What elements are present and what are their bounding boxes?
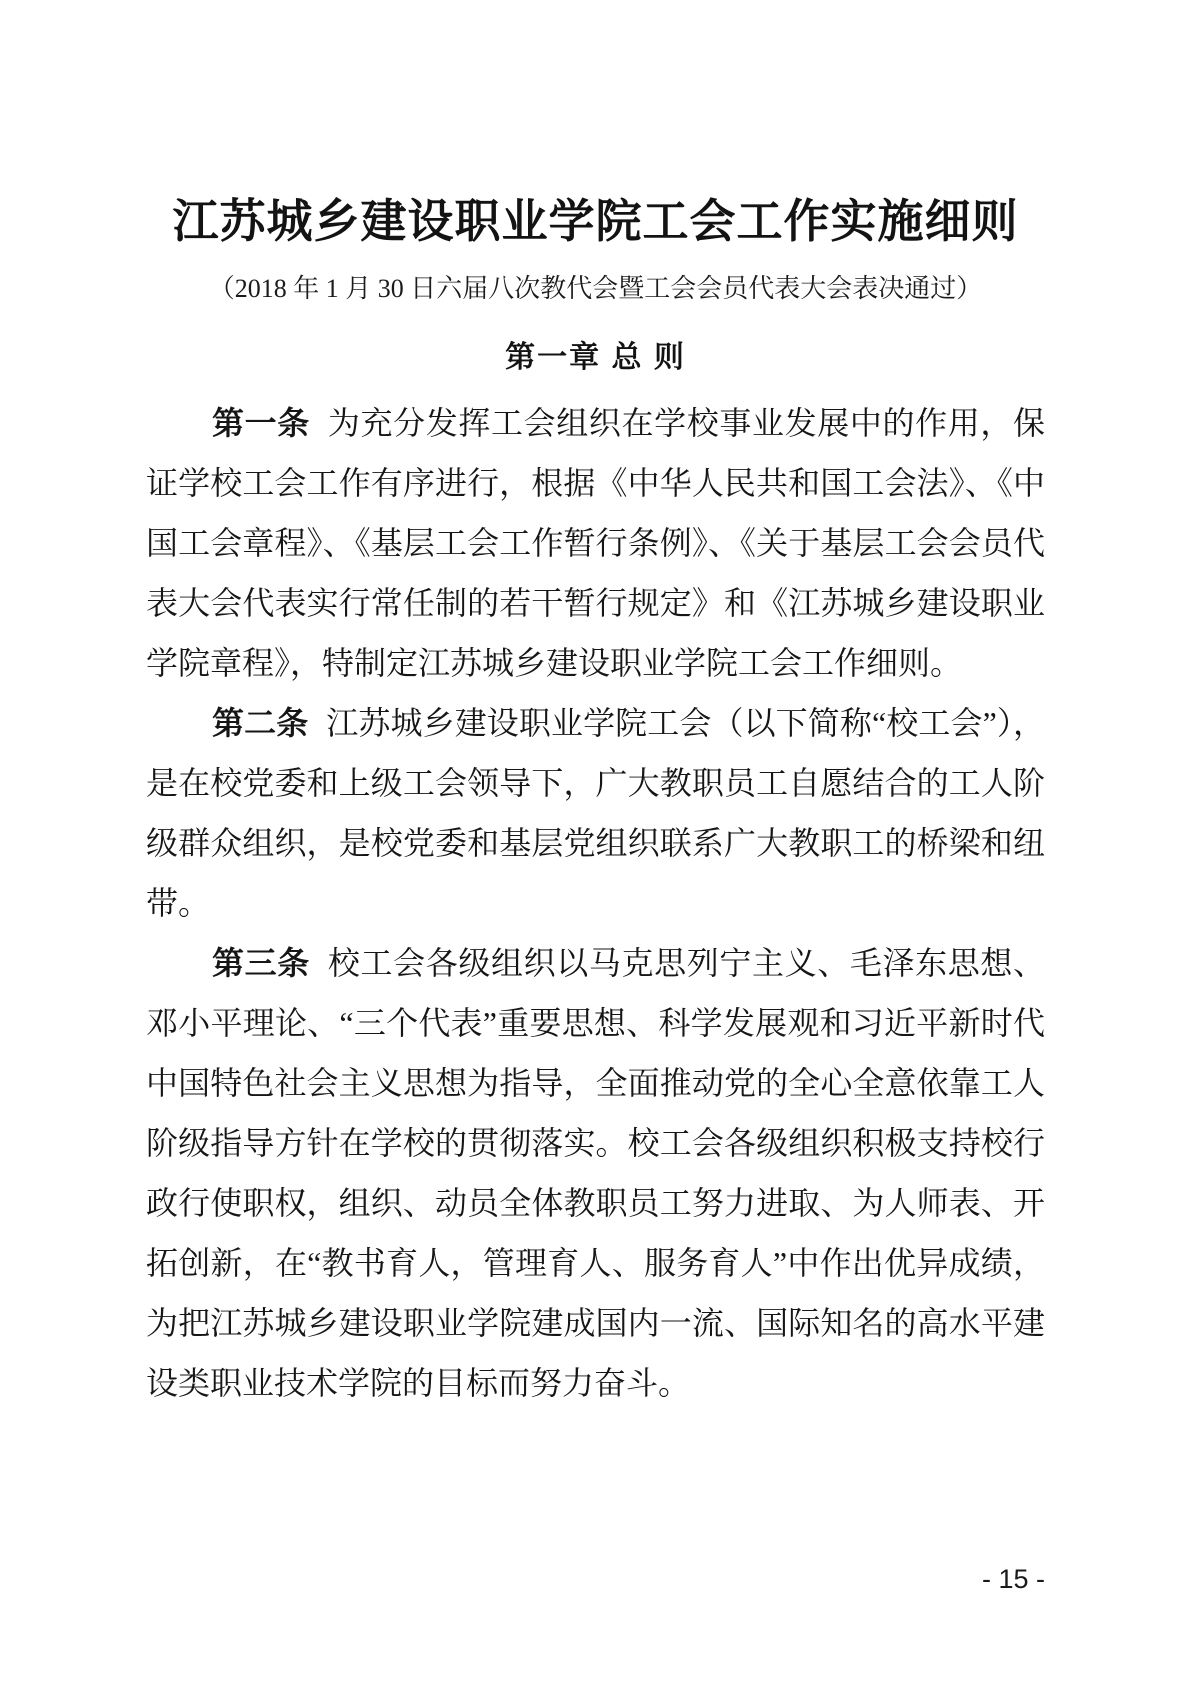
article-text: 江苏城乡建设职业学院工会（以下简称“校工会”），是在校党委和上级工会领导下，广大教职员工自愿结合的工人阶级群众组织，是校党委和基层党组织联系广大教职工的桥梁和纽带。	[146, 705, 1045, 921]
article-text: 为充分发挥工会组织在学校事业发展中的作用，保证学校工会工作有序进行，根据《中华人民共和国工会法》、《中国工会章程》、《基层工会工作暂行条例》、《关于基层工会会员代表大会代表实行常任制的若干暂行规定》和《江苏城乡建设职业学院章程》，特制定江苏城乡建设职业学院工会工作细则。	[146, 405, 1045, 681]
article-text: 校工会各级组织以马克思列宁主义、毛泽东思想、邓小平理论、“三个代表”重要思想、科学发展观和习近平新时代中国特色社会主义思想为指导，全面推动党的全心全意依靠工人阶级指导方针在学校的贯彻落实。校工会各级组织积极支持校行政行使职权，组织、动员全体教职员工努力进取、为人师表、开拓创新，在“教书育人，管理育人、服务育人”中作出优异成绩，为把江苏城乡建设职业学院建成国内一流、国际知名的高水平建设类职业技术学院的目标而努力奋斗。	[146, 945, 1045, 1401]
document-title: 江苏城乡建设职业学院工会工作实施细则	[172, 196, 1019, 247]
page-number: - 15 -	[981, 1564, 1045, 1594]
article-paragraph	[146, 393, 1045, 693]
document-subtitle: （2018 年 1 月 30 日六届八次教代会暨工会会员代表大会表决通过）	[208, 274, 983, 303]
article-number: 第三条	[212, 945, 310, 981]
article-paragraph	[146, 693, 1045, 933]
document-body	[146, 393, 1045, 1413]
article-paragraph	[146, 933, 1045, 1413]
article-number: 第一条	[212, 405, 310, 441]
article-number: 第二条	[212, 705, 309, 741]
chapter-heading: 第一章 总 则	[505, 341, 686, 374]
